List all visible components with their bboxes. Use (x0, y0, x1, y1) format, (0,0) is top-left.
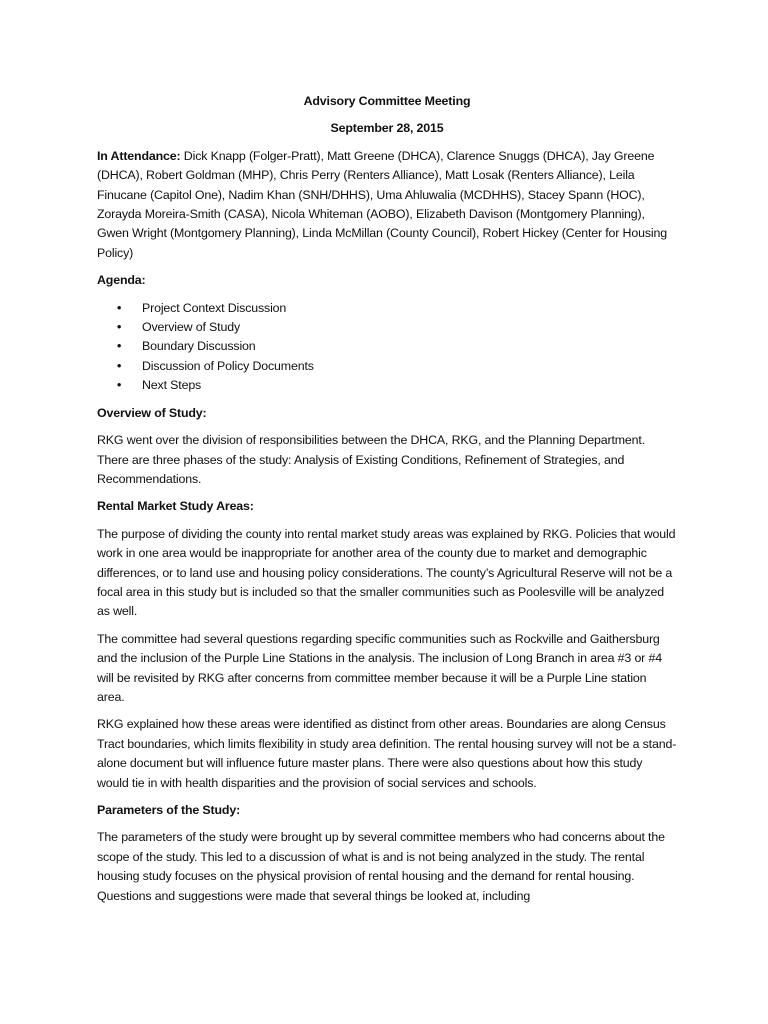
rental-areas-paragraph-1: The purpose of dividing the county into rental market study areas was explained by RKG. Policies that would work in one area would be inappropriate for another area of the county due to market and demographic differences, or to land use and housing policy considerations. The county’s Agricultural Reserve will not be a focal area in this study but is included so that the smaller communities such as Poolesville will be analyzed as well. (97, 526, 676, 619)
agenda-item (97, 376, 677, 395)
bullet-icon: • (117, 378, 122, 393)
agenda-heading: Agenda: (97, 273, 146, 288)
parameters-heading: Parameters of the Study: (97, 803, 241, 817)
attendance-label: In Attendance: (97, 148, 181, 163)
agenda-item-label: Next Steps (142, 378, 202, 393)
bullet-icon: • (117, 358, 122, 373)
meeting-date: September 28, 2015 (330, 121, 444, 136)
overview-paragraph: RKG went over the division of responsibilities between the DHCA, RKG, and the Planning Department. There are three phases of the study: Analysis of Existing Conditions, Refinement of Strategies, and Recommendations. (97, 433, 645, 486)
agenda-list (97, 299, 677, 396)
agenda-item-label: Overview of Study (142, 320, 240, 335)
attendance-list: Dick Knapp (Folger-Pratt), Matt Greene (DHCA), Clarence Snuggs (DHCA), Jay Greene (DHCA), Robert Goldman (MHP), Chris Perry (Renters Alliance), Matt Losak (Renters Alliance), Leila Finucane (Capitol One), Nadim Khan (SNH/DHHS), Uma Ahluwalia (MCDHHS), Stacey Spann (HOC), Zorayda Moreira-Smith (CASA), Nicola Whiteman (AOBO), Elizabeth Davison (Montgomery Planning), Gwen Wright (Montgomery Planning), Linda McMillan (County Council), Robert Hickey (Center for Housing Policy) (97, 148, 667, 260)
parameters-paragraph: The parameters of the study were brought up by several committee members who had concerns about the scope of the study. This led to a discussion of what is and is not being analyzed in the study. The rental housing study focuses on the physical provision of rental housing and the demand for rental housing. Questions and suggestions were made that several things be looked at, including (97, 830, 665, 903)
agenda-item (97, 337, 677, 356)
attendance-paragraph (97, 147, 677, 263)
agenda-item (97, 299, 677, 318)
agenda-item (97, 357, 677, 376)
agenda-item (97, 318, 677, 337)
bullet-icon: • (117, 320, 122, 335)
document-title: Advisory Committee Meeting (303, 94, 471, 108)
document-body (97, 92, 677, 914)
agenda-item-label: Boundary Discussion (142, 339, 256, 354)
rental-areas-paragraph-2: The committee had several questions regarding specific communities such as Rockville and Gaithersburg and the inclusion of the Purple Line Stations in the analysis. The inclusion of Long Branch in area #3 or #4 will be revisited by RKG after concerns from committee member because it will be a Purple Line station area. (97, 631, 662, 704)
overview-heading: Overview of Study: (97, 405, 207, 420)
agenda-item-label: Discussion of Policy Documents (142, 358, 314, 373)
agenda-item-label: Project Context Discussion (142, 300, 287, 315)
bullet-icon: • (117, 339, 122, 354)
rental-areas-heading: Rental Market Study Areas: (97, 499, 254, 514)
rental-areas-paragraph-3: RKG explained how these areas were identified as distinct from other areas. Boundaries are along Census Tract boundaries, which limits flexibility in study area definition. The rental housing survey will not be a stand-alone document but will influence future master plans. There were also questions about how this study would tie in with health disparities and the provision of social services and schools. (97, 717, 677, 790)
bullet-icon: • (117, 300, 122, 315)
